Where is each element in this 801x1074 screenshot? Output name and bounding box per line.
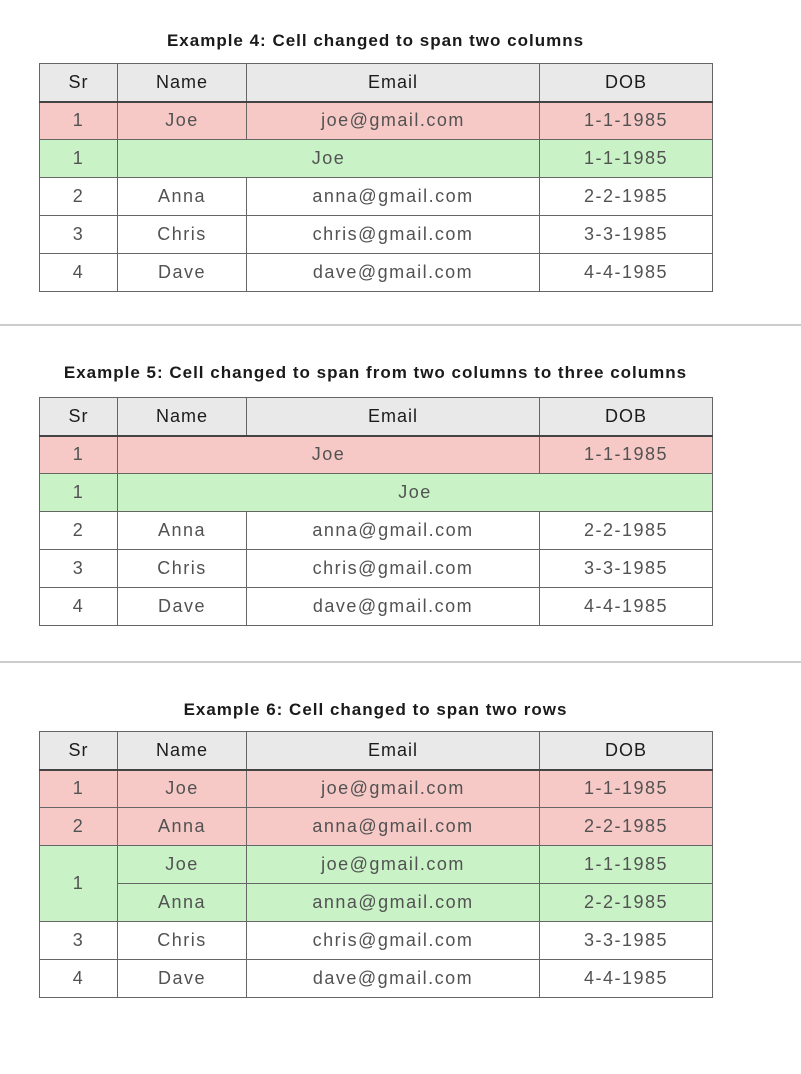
table-cell: anna@gmail.com xyxy=(247,808,540,846)
table-header-cell: Sr xyxy=(40,64,118,102)
table-cell: Joe xyxy=(118,770,247,808)
table-cell: joe@gmail.com xyxy=(247,770,540,808)
table-cell: 1-1-1985 xyxy=(540,770,713,808)
table-cell: Joe xyxy=(118,846,247,884)
table-cell: chris@gmail.com xyxy=(247,922,540,960)
table-cell: Dave xyxy=(118,254,247,292)
table-row xyxy=(40,550,713,588)
table-cell: Joe xyxy=(118,140,540,178)
table-cell: joe@gmail.com xyxy=(247,846,540,884)
table-cell: Joe xyxy=(118,102,247,140)
table-cell: dave@gmail.com xyxy=(247,960,540,998)
table-header-cell: DOB xyxy=(540,64,713,102)
table-cell: dave@gmail.com xyxy=(247,588,540,626)
table-cell: 1 xyxy=(40,436,118,474)
table-cell: 4-4-1985 xyxy=(540,254,713,292)
table-cell: joe@gmail.com xyxy=(247,102,540,140)
table-cell: anna@gmail.com xyxy=(247,178,540,216)
table-header-cell: Email xyxy=(247,64,540,102)
table-cell: 4-4-1985 xyxy=(540,960,713,998)
example-6-table xyxy=(39,731,713,998)
table-cell: 3-3-1985 xyxy=(540,922,713,960)
table-cell: 4 xyxy=(40,254,118,292)
table-row xyxy=(40,102,713,140)
table-cell: 2 xyxy=(40,512,118,550)
table-header-cell: Email xyxy=(247,398,540,436)
table-cell: 2 xyxy=(40,808,118,846)
table-row xyxy=(40,960,713,998)
table-cell: 1-1-1985 xyxy=(540,846,713,884)
table-cell: 1 xyxy=(40,474,118,512)
table-cell: 3 xyxy=(40,216,118,254)
table-row xyxy=(40,512,713,550)
table-row xyxy=(40,178,713,216)
table-header-cell: Sr xyxy=(40,732,118,770)
table-cell: Anna xyxy=(118,512,247,550)
example-5-table xyxy=(39,397,713,626)
table-cell: Chris xyxy=(118,216,247,254)
table-cell: dave@gmail.com xyxy=(247,254,540,292)
table-row xyxy=(40,922,713,960)
table-row xyxy=(40,770,713,808)
table-header-cell: Name xyxy=(118,732,247,770)
table-cell: Chris xyxy=(118,550,247,588)
section-divider xyxy=(0,661,801,663)
table-row xyxy=(40,436,713,474)
table-row xyxy=(40,884,713,922)
table-header-cell: DOB xyxy=(540,398,713,436)
table-cell: 1-1-1985 xyxy=(540,102,713,140)
table-cell: 3 xyxy=(40,922,118,960)
section-title-example-6: Example 6: Cell changed to span two rows xyxy=(183,700,568,719)
table-cell: 4 xyxy=(40,588,118,626)
page-content xyxy=(0,699,712,998)
table-cell: anna@gmail.com xyxy=(247,884,540,922)
table-row xyxy=(40,846,713,884)
table-row xyxy=(40,808,713,846)
table-header-cell: Name xyxy=(118,398,247,436)
table-cell: Anna xyxy=(118,884,247,922)
table-cell: 3-3-1985 xyxy=(540,216,713,254)
table-cell: chris@gmail.com xyxy=(247,216,540,254)
section-divider xyxy=(0,324,801,326)
table-header-row xyxy=(40,64,713,102)
table-cell: Chris xyxy=(118,922,247,960)
table-row xyxy=(40,588,713,626)
section-title-example-4: Example 4: Cell changed to span two columns xyxy=(166,31,585,50)
table-cell: 1 xyxy=(40,846,118,922)
table-cell: anna@gmail.com xyxy=(247,512,540,550)
table-header-cell: Name xyxy=(118,64,247,102)
page-content xyxy=(0,362,712,626)
table-cell: Anna xyxy=(118,808,247,846)
table-header-cell: DOB xyxy=(540,732,713,770)
table-cell: chris@gmail.com xyxy=(247,550,540,588)
table-cell: 1 xyxy=(40,140,118,178)
table-cell: 2 xyxy=(40,178,118,216)
table-cell: 2-2-1985 xyxy=(540,808,713,846)
table-header-cell: Email xyxy=(247,732,540,770)
table-cell: 1 xyxy=(40,770,118,808)
section-title-example-5: Example 5: Cell changed to span from two columns to three columns xyxy=(63,363,688,382)
page-content xyxy=(0,30,712,292)
table-cell: 2-2-1985 xyxy=(540,512,713,550)
table-cell: Anna xyxy=(118,178,247,216)
table-cell: 2-2-1985 xyxy=(540,178,713,216)
table-header-row xyxy=(40,732,713,770)
table-cell: 1-1-1985 xyxy=(540,140,713,178)
table-row xyxy=(40,254,713,292)
table-cell: 4 xyxy=(40,960,118,998)
table-cell: Dave xyxy=(118,588,247,626)
table-header-cell: Sr xyxy=(40,398,118,436)
table-cell: Dave xyxy=(118,960,247,998)
table-cell: 1 xyxy=(40,102,118,140)
table-cell: Joe xyxy=(118,436,540,474)
table-cell: 4-4-1985 xyxy=(540,588,713,626)
table-cell: Joe xyxy=(118,474,713,512)
table-row xyxy=(40,140,713,178)
table-cell: 1-1-1985 xyxy=(540,436,713,474)
table-cell: 3 xyxy=(40,550,118,588)
table-cell: 2-2-1985 xyxy=(540,884,713,922)
example-4-table xyxy=(39,63,713,292)
table-header-row xyxy=(40,398,713,436)
table-cell: 3-3-1985 xyxy=(540,550,713,588)
table-row xyxy=(40,474,713,512)
table-row xyxy=(40,216,713,254)
